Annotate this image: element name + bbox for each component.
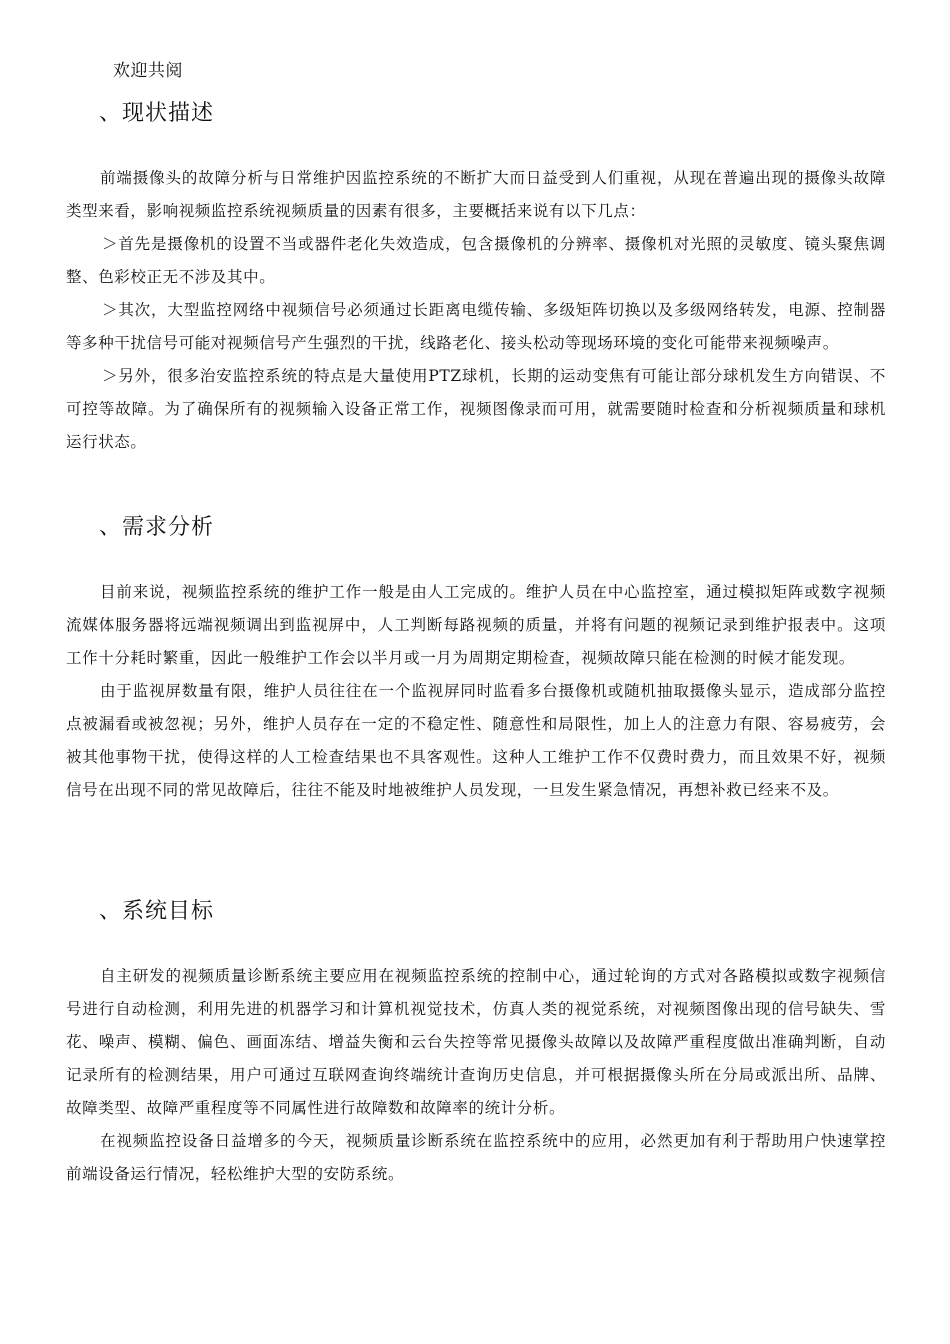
bullet-paragraph: ＞其次，大型监控网络中视频信号必须通过长距离电缆传输、多级矩阵切换以及多级网络转发，电源、控制器等多种干扰信号可能对视频信号产生强烈的干扰，线路老化、接头松动等现场环境的变化可能带来视频噪声。: [66, 301, 886, 352]
bullet-paragraph: ＞首先是摄像机的设置不当或器件老化失效造成，包含摄像机的分辨率、摄像机对光照的灵敏度、镜头聚焦调整、色彩校正无不涉及其中。: [66, 235, 886, 286]
section-title: 、系统目标: [99, 899, 215, 924]
paragraph: 自主研发的视频质量诊断系统主要应用在视频监控系统的控制中心，通过轮询的方式对各路模拟或数字视频信号进行自动检测，利用先进的机器学习和计算机视觉技术，仿真人类的视觉系统，对视频图像出现的信号缺失、雪花、噪声、模糊、偏色、画面冻结、增益失衡和云台失控等常见摄像头故障以及故障严重程度做出准确判断，自动记录所有的检测结果，用户可通过互联网查询终端统计查询历史信息，并可根据摄像头所在分局或派出所、品牌、故障类型、故障严重程度等不同属性进行故障数和故障率的统计分析。: [66, 967, 886, 1117]
section-body: [66, 576, 886, 807]
paragraph: 由于监视屏数量有限，维护人员往往在一个监视屏同时监看多台摄像机或随机抽取摄像头显示，造成部分监控点被漏看或被忽视；另外，维护人员存在一定的不稳定性、随意性和局限性，加上人的注意力有限、容易疲劳，会被其他事物干扰，使得这样的人工检查结果也不具客观性。这种人工维护工作不仅费时费力，而且效果不好，视频信号在出现不同的常见故障后，往往不能及时地被维护人员发现，一旦发生紧急情况，再想补救已经来不及。: [66, 682, 886, 799]
section-requirements: [66, 513, 886, 807]
section-system-goals: [66, 897, 886, 1191]
paragraph: 前端摄像头的故障分析与日常维护因监控系统的不断扩大而日益受到人们重视，从现在普遍出现的摄像头故障类型来看，影响视频监控系统视频质量的因素有很多，主要概括来说有以下几点：: [66, 169, 886, 220]
paragraph: 在视频监控设备日益增多的今天，视频质量诊断系统在监控系统中的应用，必然更加有利于帮助用户快速掌控前端设备运行情况，轻松维护大型的安防系统。: [66, 1132, 886, 1183]
header-note: 欢迎共阅: [113, 61, 183, 81]
section-body: [66, 960, 886, 1191]
bullet-paragraph: ＞另外，很多治安监控系统的特点是大量使用PTZ球机，长期的运动变焦有可能让部分球机发生方向错误、不可控等故障。为了确保所有的视频输入设备正常工作，视频图像录而可用，就需要随时检查和分析视频质量和球机运行状态。: [66, 367, 886, 451]
section-title: 、现状描述: [99, 101, 215, 126]
paragraph: 目前来说，视频监控系统的维护工作一般是由人工完成的。维护人员在中心监控室，通过模拟矩阵或数字视频流媒体服务器将远端视频调出到监视屏中，人工判断每路视频的质量，并将有问题的视频记录到维护报表中。这项工作十分耗时繁重，因此一般维护工作会以半月或一月为周期定期检查，视频故障只能在检测的时候才能发现。: [66, 583, 886, 667]
section-current-status: [66, 99, 886, 459]
section-body: [66, 162, 886, 459]
section-title: 、需求分析: [99, 515, 215, 540]
